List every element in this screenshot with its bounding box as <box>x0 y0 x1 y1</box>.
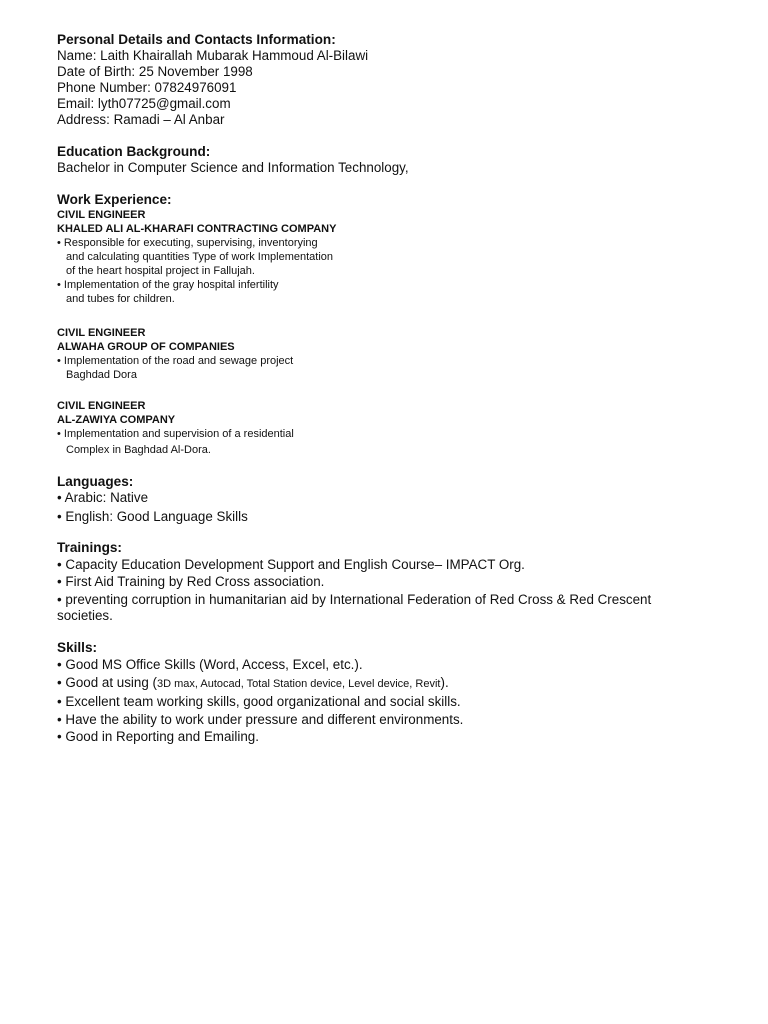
job-bullet-line: • Responsible for executing, supervising, inventorying <box>57 237 318 249</box>
skill-item <box>57 674 737 694</box>
training-item: • Capacity Education Development Support and English Course– IMPACT Org. <box>57 556 525 572</box>
job-company: KHALED ALI AL-KHARAFI CONTRACTING COMPANY <box>57 223 337 235</box>
work-heading: Work Experience: <box>57 192 172 207</box>
training-item: • preventing corruption in humanitarian aid by International Federation of Red Cross & Red Crescent <box>57 591 652 607</box>
personal-name: Name: Laith Khairallah Mubarak Hammoud Al-Bilawi <box>57 48 369 63</box>
job-title: CIVIL ENGINEER <box>57 400 146 412</box>
job-bullet-line: of the heart hospital project in Fallujah. <box>66 265 255 277</box>
skill-item: • Good in Reporting and Emailing. <box>57 729 259 744</box>
personal-heading: Personal Details and Contacts Information: <box>57 32 336 47</box>
education-degree: Bachelor in Computer Science and Information Technology, <box>57 160 409 175</box>
skill-text: • Good at using ( <box>57 674 157 690</box>
language-item: • Arabic: Native <box>57 490 149 505</box>
resume-page <box>57 32 737 746</box>
job-title: CIVIL ENGINEER <box>57 327 146 339</box>
trainings-heading: Trainings: <box>57 539 122 555</box>
job-bullet-line: and tubes for children. <box>66 293 175 305</box>
job-bullet-line: • Implementation of the road and sewage project <box>57 355 294 367</box>
skill-tools-list: 3D max, Autocad, Total Station device, Level device, Revit <box>156 677 441 690</box>
job-title: CIVIL ENGINEER <box>57 209 146 221</box>
job-bullet-line: Complex in Baghdad Al-Dora. <box>66 444 211 456</box>
personal-phone: Phone Number: 07824976091 <box>57 80 237 95</box>
languages-heading: Languages: <box>57 474 134 489</box>
job-company: AL-ZAWIYA COMPANY <box>57 414 176 426</box>
training-item-continued: societies. <box>57 608 113 623</box>
job-company: ALWAHA GROUP OF COMPANIES <box>57 341 235 353</box>
job-bullet-line: • Implementation and supervision of a residential <box>57 428 294 440</box>
job-bullet-line: and calculating quantities Type of work Implementation <box>66 251 334 263</box>
skills-heading: Skills: <box>57 640 98 655</box>
skill-item: • Have the ability to work under pressure and different environments. <box>57 711 464 727</box>
job-bullet-line: Baghdad Dora <box>66 369 137 381</box>
personal-address: Address: Ramadi – Al Anbar <box>57 112 225 127</box>
training-item: • First Aid Training by Red Cross association. <box>57 574 325 589</box>
job-entry-1 <box>57 208 737 306</box>
education-heading: Education Background: <box>57 144 211 159</box>
job-bullet-line: • Implementation of the gray hospital infertility <box>57 279 279 291</box>
skill-item: • Good MS Office Skills (Word, Access, Excel, etc.). <box>57 657 363 672</box>
job-entry-2 <box>57 326 737 382</box>
personal-email: Email: lyth07725@gmail.com <box>57 96 231 111</box>
skill-text: ). <box>440 674 449 690</box>
personal-dob: Date of Birth: 25 November 1998 <box>57 64 253 79</box>
language-item: • English: Good Language Skills <box>57 509 248 524</box>
skill-item: • Excellent team working skills, good organizational and social skills. <box>57 694 461 709</box>
job-entry-3 <box>57 399 737 457</box>
